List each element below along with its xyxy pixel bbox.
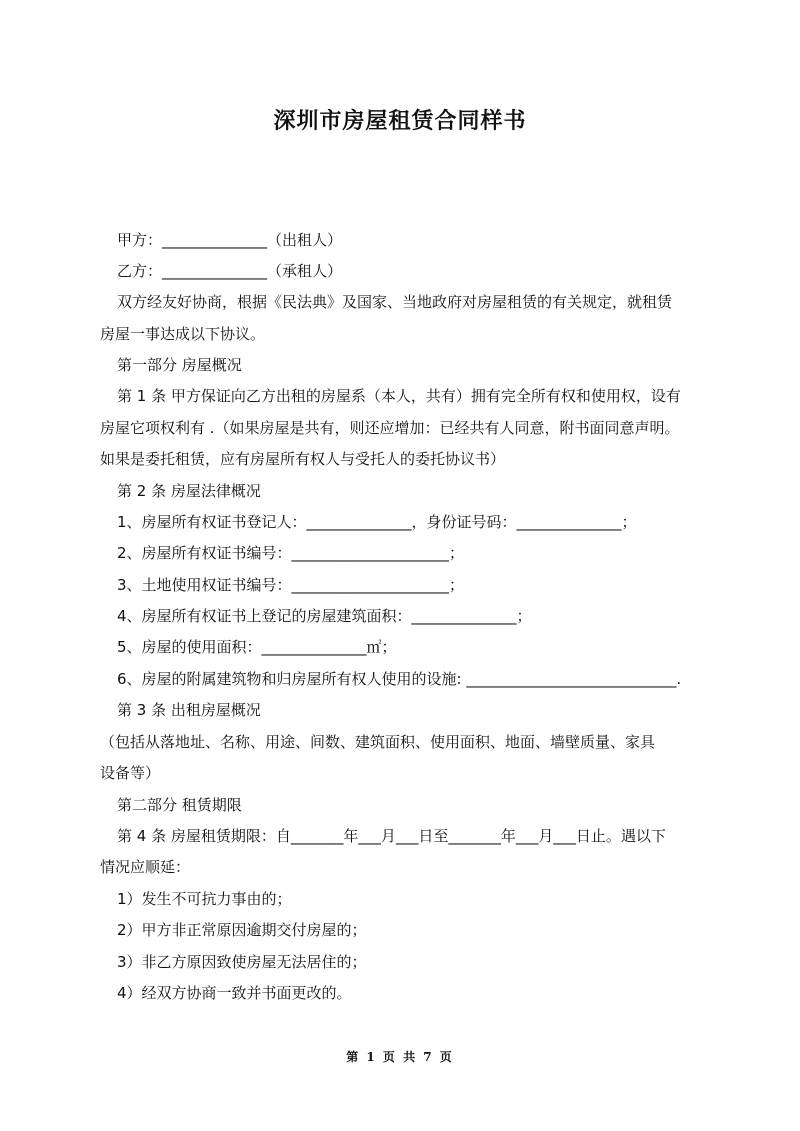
party-b-line: 乙方：______________（承租人） — [117, 262, 343, 280]
extension-item-4: 4）经双方协商一致并书面更改的。 — [117, 984, 352, 1002]
article-2-item-2: 2、房屋所有权证书编号：_____________________； — [117, 544, 465, 562]
page-footer: 第 1 页 共 7 页 — [346, 1050, 454, 1064]
part-1-heading: 第一部分 房屋概况 — [117, 356, 242, 374]
article-3-heading: 第 3 条 出租房屋概况 — [117, 701, 261, 719]
article-2-item-3: 3、土地使用权证书编号：_____________________； — [117, 576, 465, 594]
article-3-line-1: （包括从落地址、名称、用途、间数、建筑面积、使用面积、地面、墙壁质量、家具 — [100, 733, 656, 751]
intro-line-2: 房屋一事达成以下协议。 — [100, 325, 266, 343]
article-4-line-2: 情况应顺延： — [100, 858, 191, 876]
article-2-item-1: 1、房屋所有权证书登记人：______________，身份证号码：______________； — [117, 513, 637, 531]
article-2-item-5: 5、房屋的使用面积：______________㎡； — [117, 638, 397, 656]
article-1-line-1: 第 1 条 甲方保证向乙方出租的房屋系（本人，共有）拥有完全所有权和使用权，设有 — [117, 387, 681, 405]
article-3-line-2: 设备等） — [100, 764, 161, 782]
article-2-item-6: 6、房屋的附属建筑物和归房屋所有权人使用的设施: ____________________________. — [117, 670, 682, 688]
party-a-line: 甲方：______________（出租人） — [117, 231, 343, 249]
intro-line-1: 双方经友好协商，根据《民法典》及国家、当地政府对房屋租赁的有关规定，就租赁 — [117, 293, 673, 311]
part-2-heading: 第二部分 租赁期限 — [117, 796, 242, 814]
extension-item-3: 3）非乙方原因致使房屋无法居住的； — [117, 953, 367, 971]
article-1-line-2: 房屋它项权利有 .（如果房屋是共有，则还应增加：已经共有人同意，附书面同意声明。 — [100, 419, 680, 437]
article-2-item-4: 4、房屋所有权证书上登记的房屋建筑面积：______________； — [117, 607, 532, 625]
article-1-line-3: 如果是委托租赁，应有房屋所有权人与受托人的委托协议书） — [100, 450, 506, 468]
extension-item-2: 2）甲方非正常原因逾期交付房屋的； — [117, 921, 367, 939]
article-4-line-1: 第 4 条 房屋租赁期限：自_______年___月___日至_______年___月___日止。遇以下 — [117, 827, 666, 845]
document-title: 深圳市房屋租赁合同样书 — [273, 109, 527, 134]
article-2-heading: 第 2 条 房屋法律概况 — [117, 482, 261, 500]
extension-item-1: 1）发生不可抗力事由的； — [117, 890, 292, 908]
